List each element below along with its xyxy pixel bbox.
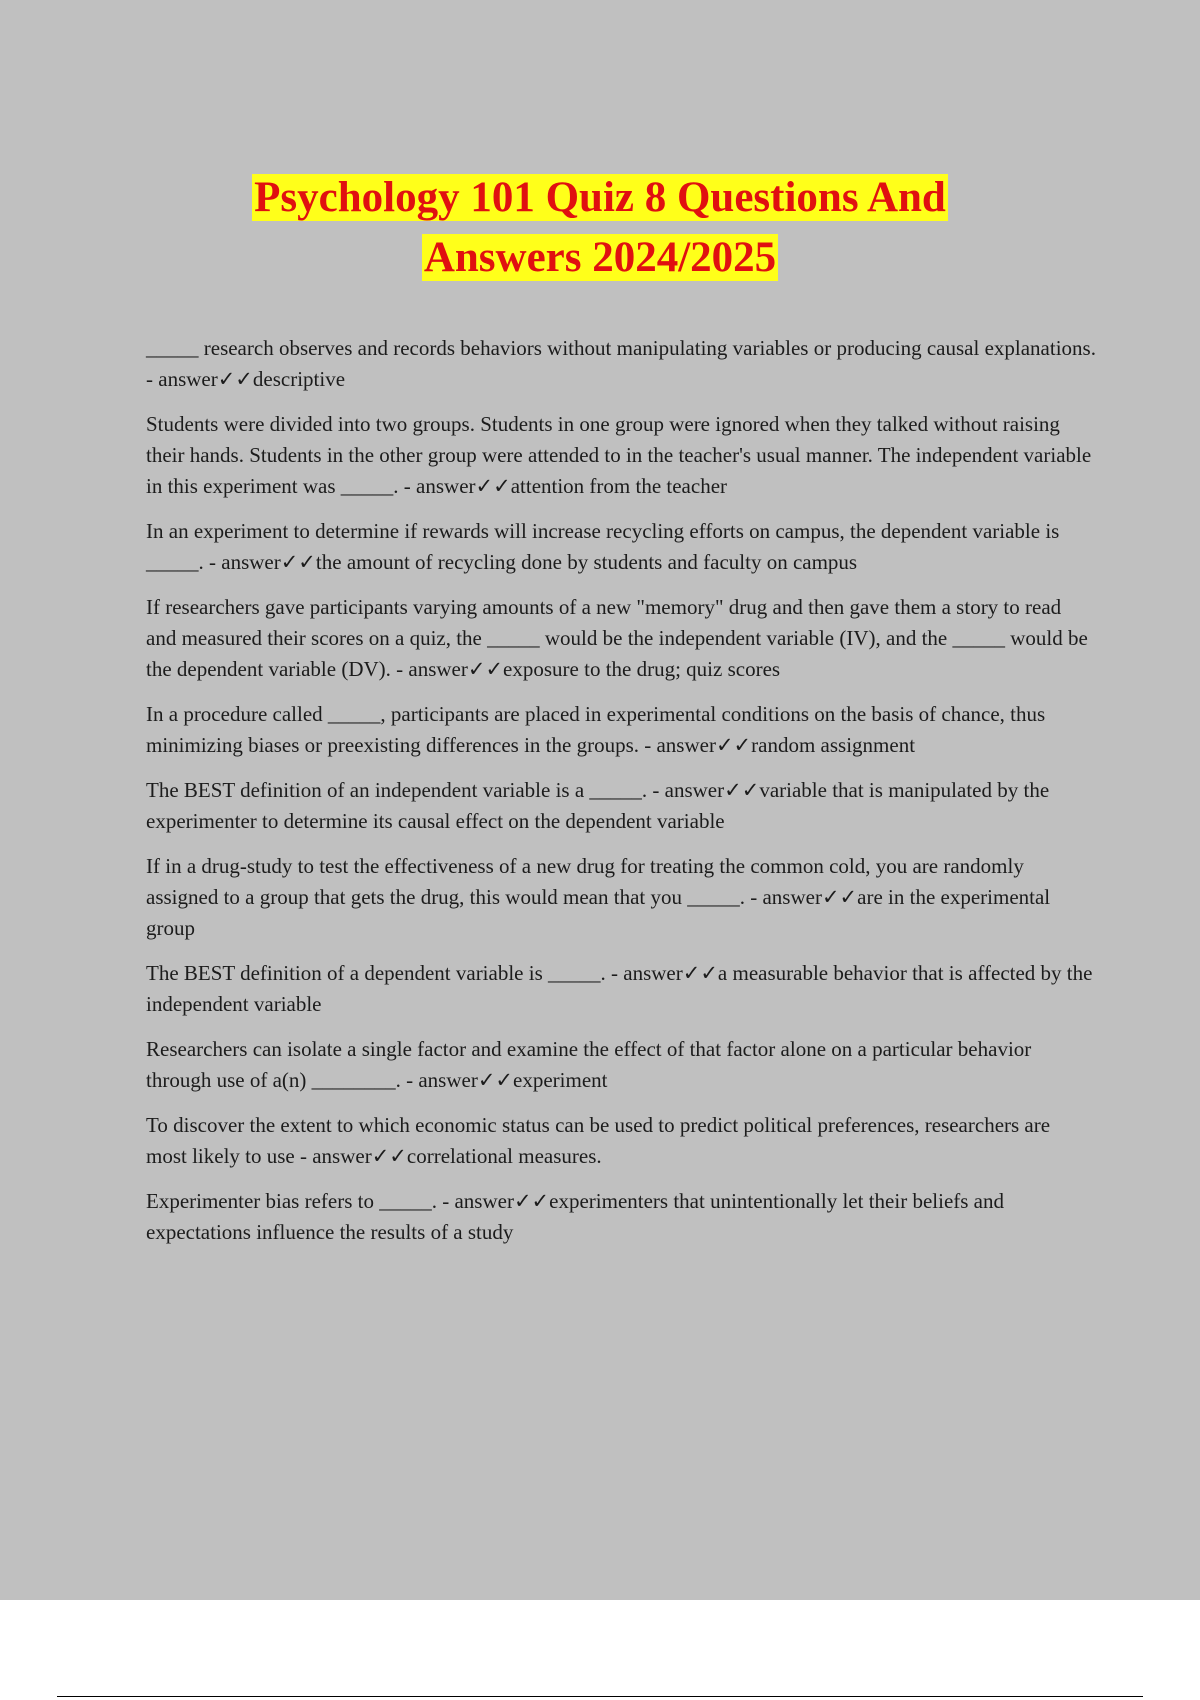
qa-item: The BEST definition of a dependent variable is _____. - answer✓✓a measurable behavior that is affected by the independent variable (146, 961, 1093, 1016)
qa-item: The BEST definition of an independent variable is a _____. - answer✓✓variable that is manipulated by the experimenter to determine its causal effect on the dependent variable (146, 778, 1050, 833)
document-title (0, 168, 1200, 288)
title-line-2: Answers 2024/2025 (423, 234, 777, 281)
title-line-1: Psychology 101 Quiz 8 Questions And (254, 174, 946, 221)
qa-item: Students were divided into two groups. Students in one group were ignored when they talked without raising their hands. Students in the other group were attended to in the teacher's usual manner. The independent variable in this experiment was _____. - answer✓✓attention from the teacher (146, 412, 1092, 498)
qa-item: Experimenter bias refers to _____. - answer✓✓experimenters that unintentionally let their beliefs and expectations influence the results of a study (146, 1189, 1004, 1244)
qa-item: _____ research observes and records behaviors without manipulating variables or producing causal explanations. - answer✓✓descriptive (146, 336, 1096, 391)
qa-item: If in a drug-study to test the effectiveness of a new drug for treating the common cold, you are randomly assigned to a group that gets the drug, this would mean that you _____. - answer✓✓are in the experimental group (146, 854, 1051, 940)
question-answer-list (146, 333, 1096, 1262)
qa-item: To discover the extent to which economic status can be used to predict political preferences, researchers are most likely to use - answer✓✓correlational measures. (146, 1113, 1051, 1168)
qa-item: In an experiment to determine if rewards will increase recycling efforts on campus, the dependent variable is _____. - answer✓✓the amount of recycling done by students and faculty on campus (146, 519, 1060, 574)
qa-item: If researchers gave participants varying amounts of a new "memory" drug and then gave them a story to read and measured their scores on a quiz, the _____ would be the independent variable (IV), and the _____ would be the dependent variable (DV). - answer✓✓exposure to the drug; quiz scores (146, 595, 1088, 681)
qa-item: Researchers can isolate a single factor and examine the effect of that factor alone on a particular behavior through use of a(n) ________. - answer✓✓experiment (146, 1037, 1032, 1092)
footer-divider (57, 1696, 1143, 1697)
qa-item: In a procedure called _____, participants are placed in experimental conditions on the basis of chance, thus minimizing biases or preexisting differences in the groups. - answer✓✓random assignment (146, 702, 1046, 757)
